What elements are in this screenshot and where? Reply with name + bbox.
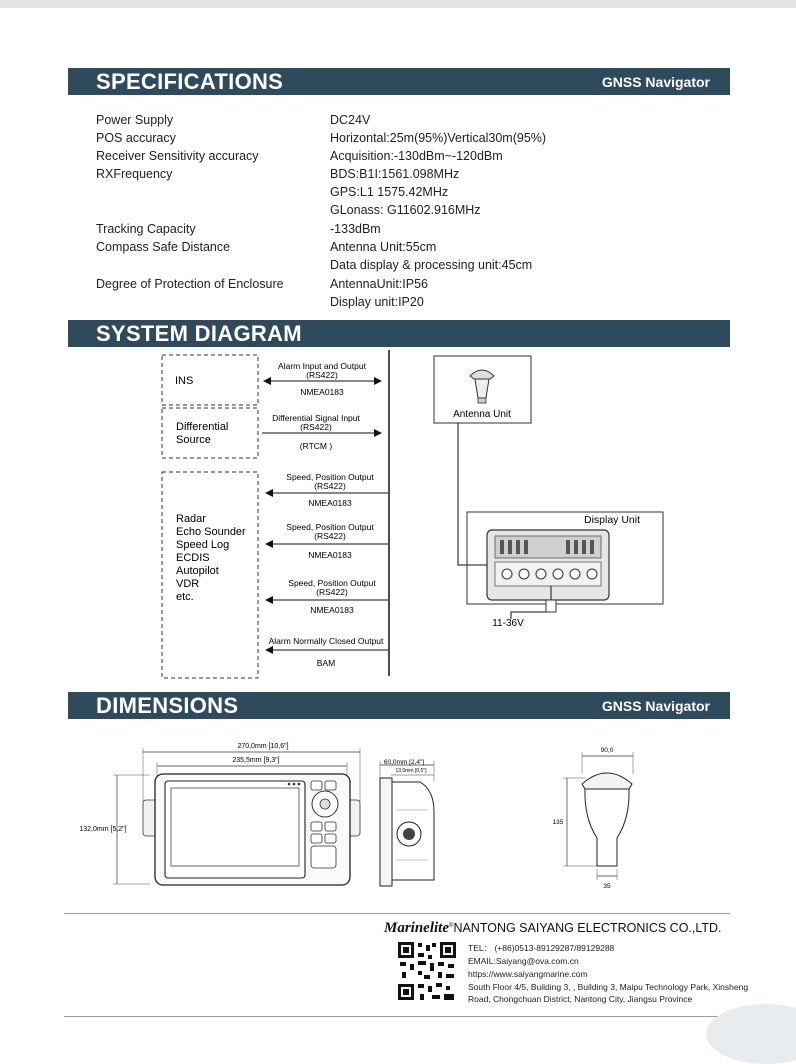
spec-value: Horizontal:25m(95%)Vertical30m(95%) [330,131,547,145]
link-label: (RS422) [306,370,338,380]
link-label: NMEA0183 [308,550,352,560]
spec-value: AntennaUnit:IP56 [330,277,428,291]
link-label: (RS422) [314,531,346,541]
spec-value: GPS:L1 1575.42MHz [330,185,449,199]
dimensions-title: DIMENSIONS [96,693,239,718]
spec-value: BDS:B1I:1561.098MHz [330,167,460,181]
brand-logo: Marinelite [384,920,450,936]
link-label: (RS422) [314,481,346,491]
spec-label: Compass Safe Distance [96,240,231,254]
link-label: Differential Signal Input [272,413,360,423]
spec-value: GLonass: G11602.916MHz [330,203,481,217]
spec-value: Antenna Unit:55cm [330,240,437,254]
link-label: Speed, Position Output [286,472,374,482]
contact-web: https://www.saiyangmarine.com [468,969,588,979]
antenna-unit-label: Antenna Unit [453,409,511,420]
device-label: etc. [176,591,194,603]
antenna-dimension-drawing [563,752,633,880]
system-diagram-title: SYSTEM DIAGRAM [96,321,302,346]
link-label: NMEA0183 [308,498,352,508]
device-label: ECDIS [176,552,210,564]
spec-value: Data display & processing unit:45cm [330,258,533,272]
spec-label: Degree of Protection of Enclosure [96,277,284,291]
inner-width-label: 235,5mm [9,3"] [232,757,280,764]
antenna-height-label: 135 [552,819,564,826]
spec-label: Receiver Sensitivity accuracy [96,149,259,163]
differential-label-2: Source [176,434,211,446]
overall-width-label: 270,0mm [10,6"] [237,743,289,750]
qr-code-icon [397,941,457,1001]
footer-divider [64,913,730,914]
device-label: VDR [176,578,200,590]
link-label: Alarm Input and Output [278,361,366,371]
ins-label: INS [175,375,194,387]
spec-label: RXFrequency [96,167,173,181]
product-tag: GNSS Navigator [601,74,710,90]
spec-label: POS accuracy [96,131,176,145]
device-label: Echo Sounder [176,526,246,538]
link-label: (RS422) [316,587,348,597]
link-label: Alarm Normally Closed Output [268,636,384,646]
link-label: (RTCM ) [299,441,333,451]
depth-label: 60,0mm [2,4"] [383,759,425,766]
device-label: Radar [176,513,206,525]
specifications-title: SPECIFICATIONS [96,69,284,94]
bottom-divider [64,1016,730,1017]
antenna-width-label: 90,0 [600,747,614,754]
spec-value: -133dBm [330,222,381,236]
registered-mark: ® [449,922,454,929]
link-label: (RS422) [300,422,332,432]
company-name: NANTONG SAIYANG ELECTRONICS CO.,LTD. [453,921,722,935]
link-label: NMEA0183 [300,387,344,397]
link-label: NMEA0183 [310,605,354,615]
spec-label: Power Supply [96,113,174,127]
link-label: Speed, Position Output [288,578,376,588]
spec-value: Acquisition:-130dBm~-120dBm [330,149,503,163]
spec-value: Display unit:IP20 [330,295,424,309]
depth-small-label: 13,0mm [0,5"] [395,768,427,774]
spec-value: DC24V [330,113,371,127]
contact-tel: TEL： (+86)0513-89129287/89129288 [468,943,615,953]
front-view-drawing [113,748,360,885]
device-label: Autopilot [176,565,219,577]
contact-address: South Floor 4/5, Building 3, , Building 3, Maipu Technology Park, Xinsheng [468,982,749,992]
height-label: 132,0mm [5,2"] [79,826,127,833]
contact-address-2: Road, Chongchuan District, Nantong City, Jiangsu Province [468,994,693,1004]
power-label: 11-36V [492,618,524,629]
link-label: BAM [316,658,336,668]
device-label: Speed Log [176,539,230,551]
side-view-drawing [380,761,434,886]
contact-email: EMAIL:Saiyang@ova.com.cn [468,956,579,966]
link-label: Speed, Position Output [286,522,374,532]
spec-label: Tracking Capacity [96,222,196,236]
antenna-base-label: 35 [603,883,611,890]
product-tag: GNSS Navigator [601,698,710,714]
display-unit-label: Display Unit [583,514,641,526]
differential-label: Differential [176,421,229,433]
company-line [384,920,722,937]
